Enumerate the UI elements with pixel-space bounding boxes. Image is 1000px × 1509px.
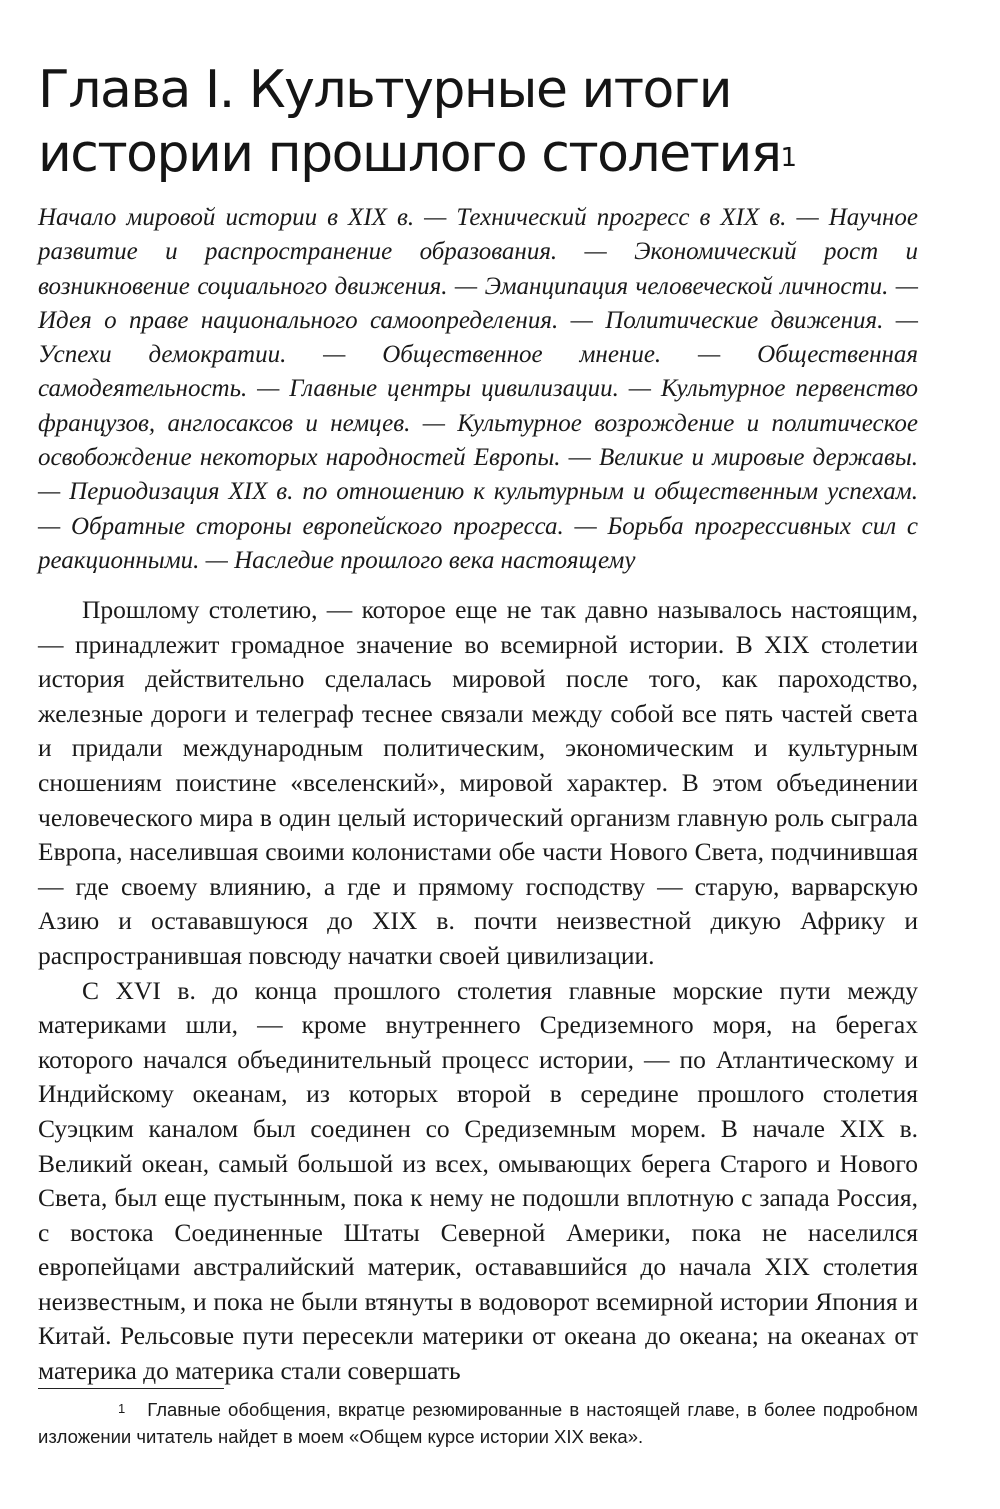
chapter-title — [38, 58, 938, 186]
paragraph-1: Прошлому столетию, — которое еще не так давно называлось настоящим, — принадлежит громадное значение во всемирной истории. В XIX столетии история действительно сделалась мировой после того, как пароходство, железные дороги и телеграф теснее связали между собой все пять частей света и придали международным политическим, экономическим и культурным сношениям поистине «вселенский», мировой характер. В этом объединении человеческого мира в один целый исторический организм главную роль сыграла Европа, населившая своими колонистами обе части Нового Света, подчинившая — где своему влиянию, а где и прямому господству — старую, варварскую Азию и остававшуюся до XIX в. почти неизвестной дикую Африку и распространившая повсюду начатки своей цивилизации. — [38, 595, 918, 970]
footnote-mark: 1 — [118, 1401, 126, 1416]
paragraph-2: С XVI в. до конца прошлого столетия главные морские пути между материками шли, — кроме внутреннего Средиземного моря, на берегах которого начался объединительный процесс истории, — по Атлантическому и Индийскому океанам, из которых второй в середине прошлого столетия Суэцким каналом был соединен со Средиземным морем. В начале XIX в. Великий океан, самый большой из всех, омывающих берега Старого и Нового Света, был еще пустынным, пока к нему не подошли вплотную с запада Россия, с востока Соединенные Штаты Северной Америки, пока не населился европейцами австралийский материк, остававшийся до начала XIX столетия неизвестным, и пока не были втянуты в водоворот всемирной истории Япония и Китай. Рельсовые пути пересекли материки от океана до океана; на океанах от материка до материка стали совершать — [38, 975, 918, 1386]
footnote-text: Главные обобщения, вкратце резюмированные в настоящей главе, в более подробном изложении читатель найдет в моем «Общем курсе истории XIX века». — [38, 1399, 918, 1447]
chapter-summary: Начало мировой истории в XIX в. — Технический прогресс в XIX в. — Научное развитие и распространение образования. — Экономический рост и возникновение социального движения. — Эманципация человеческой личности. — Идея о праве национального самоопределения. — Политические движения. — Успехи демократии. — Общественное мнение. — Общественная самодеятельность. — Главные центры цивилизации. — Культурное первенство французов, англосаксов и немцев. — Культурное возрождение и политическое освобождение некоторых народностей Европы. — Великие и мировые державы. — Периодизация XIX в. по отношению к культурным и общественным успехам. — Обратные стороны европейского прогресса. — Борьба прогрессивных сил с реакционными. — Наследие прошлого века настоящему — [38, 204, 918, 574]
footnote-divider — [38, 1388, 224, 1389]
footnote-reference: 1 — [780, 143, 798, 173]
footnote — [38, 1396, 918, 1450]
chapter-body — [38, 593, 918, 1389]
chapter-title-text: Глава I. Культурные итоги истории прошлого столетия — [38, 60, 781, 184]
